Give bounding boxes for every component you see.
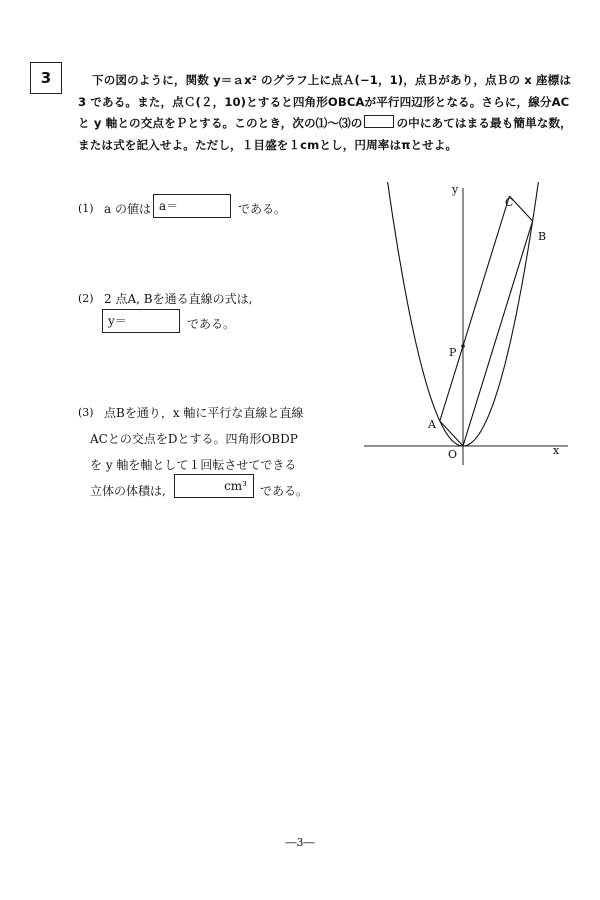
part3-line1: 点Bを通り，x 軸に平行な直線と直線 <box>104 406 304 420</box>
part2-line1: 2 点A, Bを通る直線の式は, <box>104 292 253 306</box>
part2-answer-box[interactable]: y＝ <box>102 309 180 333</box>
part2-suffix: である。 <box>187 317 236 331</box>
x-axis-label: x <box>553 444 560 457</box>
origin-label: O <box>448 448 458 461</box>
segment-ob <box>463 221 533 446</box>
part3-line3: を y 軸を軸として１回転させてできる <box>90 458 297 472</box>
intro-line-1: 下の図のように，関数 y＝ａx² のグラフ上に点Ａ(−1，1)，点Ｂがあり，点Ｂの x 座標は <box>92 73 572 87</box>
question-number: 3 <box>30 62 62 94</box>
point-b-label: B <box>538 230 547 243</box>
part3-line4: 立体の体積は, <box>90 484 166 498</box>
page-number: ―3― <box>285 836 315 849</box>
point-p-marker <box>461 344 465 348</box>
part1-text: a の値は <box>104 202 151 216</box>
point-a-label: A <box>428 418 436 431</box>
intro-line-3a: と y 軸との交点をＰとする。このとき，次の⑴～⑶の <box>78 116 363 130</box>
intro-line-3b: の中にあてはまる最も簡単な数， <box>396 116 572 130</box>
part3-suffix: である。 <box>260 484 309 498</box>
point-c-label: C <box>505 196 514 209</box>
part3-answer-box[interactable]: cm³ <box>174 474 254 498</box>
point-p-label: P <box>449 346 457 359</box>
intro-line-2: 3 である。また，点Ｃ(２，10)とすると四角形OBCAが平行四辺形となる。さらに，線分AC <box>78 94 570 109</box>
intro-line-4: または式を記入せよ。ただし，１目盛を１cmとし，円周率はπとせよ。 <box>78 137 458 152</box>
y-axis-label: y <box>452 183 459 196</box>
part1-number: (1) <box>78 202 94 215</box>
segment-oa <box>440 421 463 446</box>
part3-line2: ACとの交点をDとする。四角形OBDP <box>90 432 298 446</box>
part3-number: (3) <box>78 406 94 419</box>
part1-answer-box[interactable]: a＝ <box>153 194 231 218</box>
part1-suffix: である。 <box>238 202 287 216</box>
part2-number: (2) <box>78 292 94 305</box>
